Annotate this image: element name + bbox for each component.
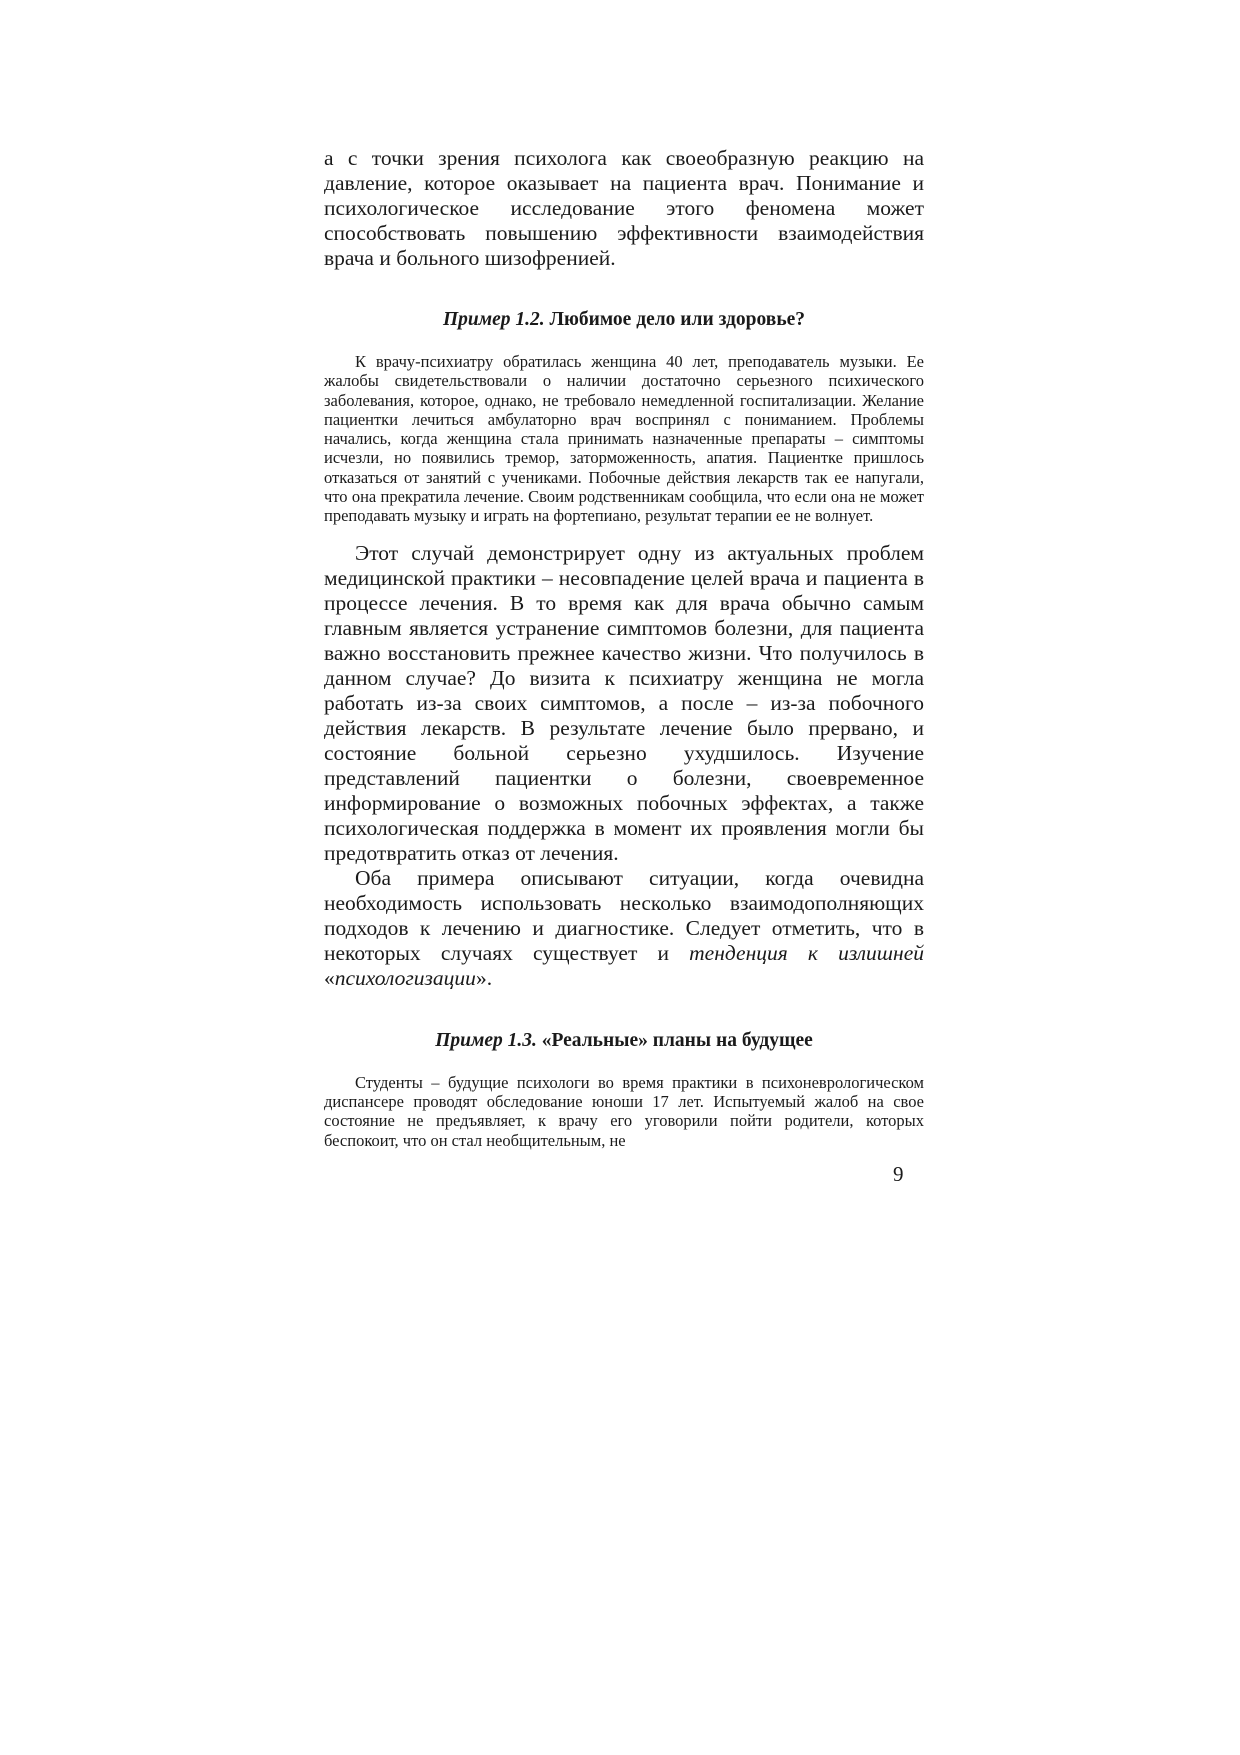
paragraph-case-discussion: Этот случай демонстрирует одну из актуальных проблем медицинской практики – несовпадение целей врача и пациента в процессе лечения. В то время как для врача обычно самым главным является устранение симптомов болезни, для пациента важно восстановить прежнее качество жизни. Что получилось в данном случае? До визита к психиатру женщина не могла работать из-за своих симптомов, а после – из-за побочного действия лекарств. В результате лечение было прервано, и состояние больной серьезно ухудшилось. Изучение представлений пациентки о болезни, своевременное информирование о возможных побочных эффектах, а также психологическая поддержка в момент их проявления могли бы предотвратить отказ от лечения. xyxy=(324,540,924,865)
example-1-2-label: Пример 1.2. xyxy=(442,309,545,330)
example-1-3-heading xyxy=(324,1029,924,1053)
both-examples-italic-tendency: тенденция к излишней xyxy=(689,940,924,965)
example-1-3-case-text: Студенты – будущие психологи во время практики в психоневрологическом диспансере проводят обследование юноши 17 лет. Испытуемый жалоб на свое состояние не предъявляет, к врачу его уговорили пойти родители, которых беспокоит, что он стал необщительным, не xyxy=(324,1072,924,1150)
paragraph-continued: а с точки зрения психолога как своеобразную реакцию на давление, которое оказывает на пациента врач. Понимание и психологическое исследование этого феномена может способствовать повышению эффективности взаимодействия врача и больного шизофренией. xyxy=(324,146,924,270)
paragraph-both-examples xyxy=(324,866,924,991)
example-1-2-case-text: К врачу-психиатру обратилась женщина 40 лет, преподаватель музыки. Ее жалобы свидетельствовали о наличии достаточно серьезного психического заболевания, которое, однако, не требовало немедленной госпитализации. Желание пациентки лечиться амбулаторно врач воспринял с пониманием. Проблемы начались, когда женщина стала принимать назначенные препараты – симптомы исчезли, но появились тремор, заторможенность, апатия. Пациентке пришлось отказаться от занятий с учениками. Побочные действия лекарств так ее напугали, что она прекратила лечение. Своим родственникам сообщила, что если она не может преподавать музыку и играть на фортепиано, результат терапии ее не волнует. xyxy=(324,352,924,526)
both-examples-text-start: Оба примера описывают ситуации, когда очевидна необходимость использовать несколько взаимодополняющих подходов к лечению и диагностике. Следует отметить, что в некоторых случаях существует и xyxy=(324,865,924,965)
text-column xyxy=(324,146,924,1150)
both-examples-text-end: ». xyxy=(475,965,493,990)
example-1-2-heading xyxy=(324,308,924,332)
example-1-3-label: Пример 1.3. xyxy=(435,1029,537,1051)
both-examples-text-mid: « xyxy=(324,965,335,990)
example-1-3-title: «Реальные» планы на будущее xyxy=(541,1029,813,1051)
both-examples-italic-psychologization: психологизации xyxy=(334,965,476,990)
example-1-2-title: Любимое дело или здоровье? xyxy=(549,309,806,330)
page-number: 9 xyxy=(893,1162,904,1186)
